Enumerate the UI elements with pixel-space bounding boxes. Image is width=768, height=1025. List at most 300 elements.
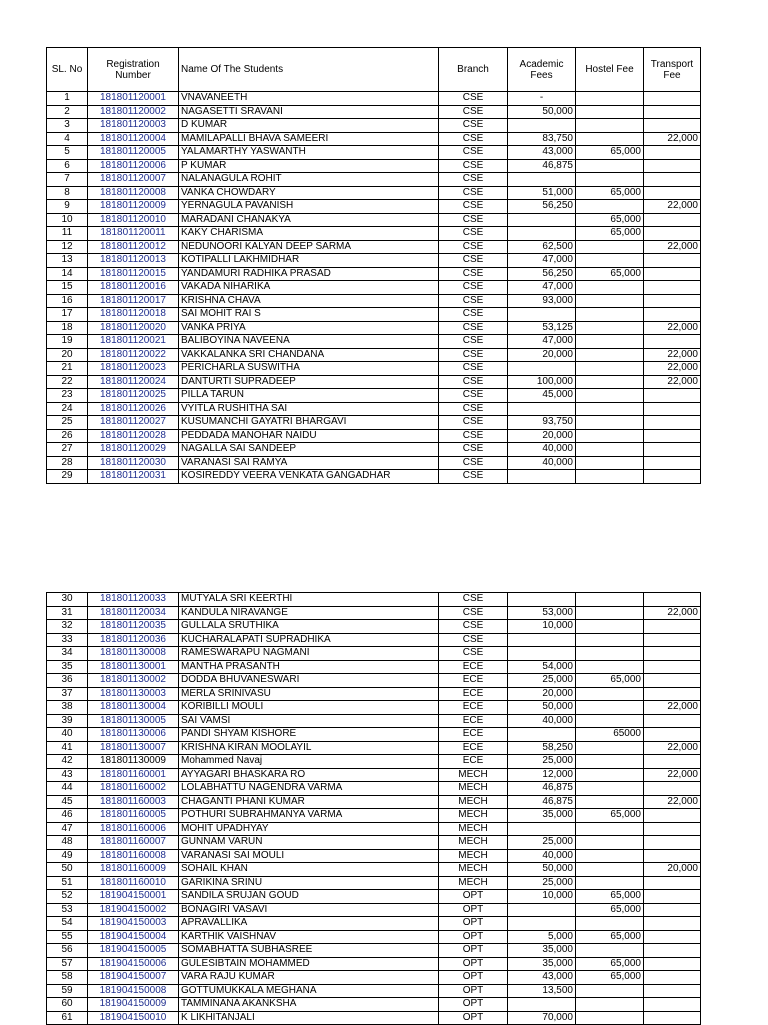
cell-student-name: NAGALLA SAI SANDEEP: [179, 443, 439, 457]
cell-registration-number: 181801160002: [88, 782, 179, 796]
cell-transport-fee: [644, 281, 701, 295]
cell-student-name: VAKADA NIHARIKA: [179, 281, 439, 295]
cell-academic-fees: 40,000: [508, 849, 576, 863]
cell-registration-number: 181801130001: [88, 660, 179, 674]
table-row: [47, 159, 701, 173]
cell-sl-no: 5: [47, 146, 88, 160]
table-row: [47, 456, 701, 470]
cell-registration-number: 181801120013: [88, 254, 179, 268]
cell-academic-fees: 46,875: [508, 795, 576, 809]
cell-transport-fee: 22,000: [644, 321, 701, 335]
cell-transport-fee: [644, 984, 701, 998]
cell-branch: CSE: [439, 105, 508, 119]
cell-student-name: DODDA BHUVANESWARI: [179, 674, 439, 688]
cell-sl-no: 49: [47, 849, 88, 863]
table-row: [47, 281, 701, 295]
cell-registration-number: 181801160005: [88, 809, 179, 823]
cell-branch: CSE: [439, 132, 508, 146]
cell-registration-number: 181801120033: [88, 593, 179, 607]
cell-student-name: AYYAGARI BHASKARA RO: [179, 768, 439, 782]
cell-student-name: RAMESWARAPU NAGMANI: [179, 647, 439, 661]
cell-registration-number: 181904150001: [88, 890, 179, 904]
cell-sl-no: 46: [47, 809, 88, 823]
cell-academic-fees: 47,000: [508, 281, 576, 295]
cell-sl-no: 37: [47, 687, 88, 701]
cell-academic-fees: [508, 903, 576, 917]
cell-academic-fees: 25,000: [508, 876, 576, 890]
cell-hostel-fee: [576, 335, 644, 349]
table-row: [47, 674, 701, 688]
table-row: [47, 470, 701, 484]
cell-registration-number: 181801120012: [88, 240, 179, 254]
cell-branch: OPT: [439, 917, 508, 931]
cell-registration-number: 181904150005: [88, 944, 179, 958]
cell-student-name: VANKA CHOWDARY: [179, 186, 439, 200]
cell-branch: OPT: [439, 984, 508, 998]
cell-academic-fees: 40,000: [508, 714, 576, 728]
table-row: [47, 132, 701, 146]
cell-hostel-fee: [576, 944, 644, 958]
cell-transport-fee: [644, 389, 701, 403]
cell-student-name: YALAMARTHY YASWANTH: [179, 146, 439, 160]
cell-branch: MECH: [439, 822, 508, 836]
header-sl-no: SL. No: [47, 48, 88, 92]
cell-transport-fee: [644, 470, 701, 484]
cell-transport-fee: [644, 890, 701, 904]
cell-registration-number: 181801160007: [88, 836, 179, 850]
cell-branch: MECH: [439, 809, 508, 823]
table-row: [47, 173, 701, 187]
cell-hostel-fee: [576, 281, 644, 295]
cell-branch: CSE: [439, 254, 508, 268]
cell-student-name: YANDAMURI RADHIKA PRASAD: [179, 267, 439, 281]
cell-sl-no: 47: [47, 822, 88, 836]
cell-registration-number: 181801120024: [88, 375, 179, 389]
cell-student-name: KORIBILLI MOULI: [179, 701, 439, 715]
cell-transport-fee: [644, 119, 701, 133]
cell-registration-number: 181801120001: [88, 92, 179, 106]
cell-registration-number: 181801120026: [88, 402, 179, 416]
cell-branch: CSE: [439, 362, 508, 376]
cell-sl-no: 35: [47, 660, 88, 674]
cell-hostel-fee: [576, 755, 644, 769]
cell-hostel-fee: [576, 159, 644, 173]
cell-academic-fees: 25,000: [508, 836, 576, 850]
fee-table-lower: [46, 592, 701, 1025]
table-row: [47, 1011, 701, 1025]
cell-student-name: KOSIREDDY VEERA VENKATA GANGADHAR: [179, 470, 439, 484]
cell-registration-number: 181801120023: [88, 362, 179, 376]
cell-hostel-fee: 65,000: [576, 227, 644, 241]
cell-sl-no: 55: [47, 930, 88, 944]
table-row: [47, 375, 701, 389]
cell-academic-fees: 62,500: [508, 240, 576, 254]
cell-academic-fees: 50,000: [508, 863, 576, 877]
cell-academic-fees: 20,000: [508, 687, 576, 701]
cell-sl-no: 60: [47, 998, 88, 1012]
table-row: [47, 944, 701, 958]
cell-hostel-fee: [576, 240, 644, 254]
cell-transport-fee: 22,000: [644, 375, 701, 389]
cell-branch: CSE: [439, 456, 508, 470]
cell-transport-fee: [644, 836, 701, 850]
cell-registration-number: 181801120009: [88, 200, 179, 214]
cell-branch: ECE: [439, 741, 508, 755]
cell-student-name: GUNNAM VARUN: [179, 836, 439, 850]
cell-registration-number: 181801120020: [88, 321, 179, 335]
cell-sl-no: 38: [47, 701, 88, 715]
cell-registration-number: 181904150003: [88, 917, 179, 931]
cell-transport-fee: [644, 416, 701, 430]
cell-academic-fees: 93,750: [508, 416, 576, 430]
cell-sl-no: 25: [47, 416, 88, 430]
table-row: [47, 714, 701, 728]
cell-branch: OPT: [439, 957, 508, 971]
cell-transport-fee: [644, 186, 701, 200]
table-row: [47, 240, 701, 254]
cell-student-name: D KUMAR: [179, 119, 439, 133]
cell-transport-fee: 22,000: [644, 362, 701, 376]
cell-transport-fee: [644, 903, 701, 917]
cell-student-name: NAGASETTI SRAVANI: [179, 105, 439, 119]
cell-branch: CSE: [439, 593, 508, 607]
cell-academic-fees: 51,000: [508, 186, 576, 200]
table-row: [47, 402, 701, 416]
cell-branch: OPT: [439, 998, 508, 1012]
cell-registration-number: 181801130006: [88, 728, 179, 742]
cell-academic-fees: 47,000: [508, 335, 576, 349]
table-row: [47, 429, 701, 443]
cell-transport-fee: 22,000: [644, 348, 701, 362]
cell-sl-no: 41: [47, 741, 88, 755]
cell-academic-fees: 13,500: [508, 984, 576, 998]
cell-academic-fees: [508, 647, 576, 661]
cell-hostel-fee: 65,000: [576, 267, 644, 281]
cell-registration-number: 181801120031: [88, 470, 179, 484]
cell-student-name: BALIBOYINA NAVEENA: [179, 335, 439, 349]
cell-sl-no: 29: [47, 470, 88, 484]
cell-hostel-fee: [576, 92, 644, 106]
cell-academic-fees: 25,000: [508, 674, 576, 688]
cell-transport-fee: [644, 849, 701, 863]
cell-branch: ECE: [439, 687, 508, 701]
cell-student-name: VAKKALANKA SRI CHANDANA: [179, 348, 439, 362]
cell-hostel-fee: [576, 1011, 644, 1025]
cell-student-name: KRISHNA KIRAN MOOLAYIL: [179, 741, 439, 755]
cell-student-name: GULESIBTAIN MOHAMMED: [179, 957, 439, 971]
cell-academic-fees: 56,250: [508, 200, 576, 214]
cell-student-name: KARTHIK VAISHNAV: [179, 930, 439, 944]
cell-branch: ECE: [439, 701, 508, 715]
table-row: [47, 863, 701, 877]
cell-academic-fees: [508, 308, 576, 322]
cell-academic-fees: 10,000: [508, 620, 576, 634]
cell-sl-no: 43: [47, 768, 88, 782]
cell-hostel-fee: [576, 173, 644, 187]
cell-branch: CSE: [439, 92, 508, 106]
cell-transport-fee: [644, 402, 701, 416]
table-row: [47, 308, 701, 322]
table-body-lower: [47, 593, 701, 1025]
cell-hostel-fee: 65,000: [576, 186, 644, 200]
cell-transport-fee: [644, 998, 701, 1012]
cell-student-name: MERLA SRINIVASU: [179, 687, 439, 701]
table-row: [47, 105, 701, 119]
cell-academic-fees: 100,000: [508, 375, 576, 389]
cell-branch: ECE: [439, 660, 508, 674]
cell-academic-fees: [508, 593, 576, 607]
cell-branch: CSE: [439, 416, 508, 430]
table-row: [47, 227, 701, 241]
cell-student-name: MANTHA PRASANTH: [179, 660, 439, 674]
table-row: [47, 930, 701, 944]
cell-transport-fee: [644, 620, 701, 634]
cell-transport-fee: [644, 159, 701, 173]
cell-registration-number: 181801120027: [88, 416, 179, 430]
cell-sl-no: 28: [47, 456, 88, 470]
cell-sl-no: 2: [47, 105, 88, 119]
cell-academic-fees: [508, 227, 576, 241]
cell-sl-no: 50: [47, 863, 88, 877]
cell-branch: CSE: [439, 402, 508, 416]
cell-branch: CSE: [439, 119, 508, 133]
cell-hostel-fee: [576, 321, 644, 335]
cell-registration-number: 181801120022: [88, 348, 179, 362]
cell-registration-number: 181801120003: [88, 119, 179, 133]
cell-registration-number: 181904150010: [88, 1011, 179, 1025]
table-row: [47, 186, 701, 200]
cell-hostel-fee: [576, 606, 644, 620]
cell-transport-fee: [644, 456, 701, 470]
cell-student-name: P KUMAR: [179, 159, 439, 173]
cell-branch: CSE: [439, 159, 508, 173]
cell-student-name: KUSUMANCHI GAYATRI BHARGAVI: [179, 416, 439, 430]
table-row: [47, 782, 701, 796]
cell-transport-fee: [644, 593, 701, 607]
table-row: [47, 416, 701, 430]
cell-student-name: POTHURI SUBRAHMANYA VARMA: [179, 809, 439, 823]
cell-registration-number: 181801120034: [88, 606, 179, 620]
cell-transport-fee: [644, 917, 701, 931]
cell-branch: MECH: [439, 876, 508, 890]
cell-student-name: SAI MOHIT RAI S: [179, 308, 439, 322]
cell-student-name: PEDDADA MANOHAR NAIDU: [179, 429, 439, 443]
cell-student-name: APRAVALLIKA: [179, 917, 439, 931]
table-row: [47, 294, 701, 308]
cell-transport-fee: [644, 822, 701, 836]
cell-transport-fee: [644, 687, 701, 701]
cell-registration-number: 181801160003: [88, 795, 179, 809]
cell-registration-number: 181801130002: [88, 674, 179, 688]
cell-sl-no: 48: [47, 836, 88, 850]
cell-registration-number: 181801120029: [88, 443, 179, 457]
cell-registration-number: 181801130004: [88, 701, 179, 715]
cell-registration-number: 181801130005: [88, 714, 179, 728]
cell-registration-number: 181801120004: [88, 132, 179, 146]
cell-registration-number: 181904150006: [88, 957, 179, 971]
cell-sl-no: 51: [47, 876, 88, 890]
header-hostel-fee: Hostel Fee: [576, 48, 644, 92]
cell-transport-fee: [644, 429, 701, 443]
cell-transport-fee: [644, 660, 701, 674]
cell-academic-fees: 10,000: [508, 890, 576, 904]
cell-student-name: MOHIT UPADHYAY: [179, 822, 439, 836]
table-row: [47, 876, 701, 890]
cell-transport-fee: [644, 647, 701, 661]
cell-academic-fees: 53,125: [508, 321, 576, 335]
cell-hostel-fee: [576, 200, 644, 214]
cell-transport-fee: [644, 173, 701, 187]
cell-academic-fees: 46,875: [508, 782, 576, 796]
cell-hostel-fee: [576, 795, 644, 809]
cell-academic-fees: 50,000: [508, 701, 576, 715]
cell-student-name: MARADANI CHANAKYA: [179, 213, 439, 227]
table-row: [47, 335, 701, 349]
cell-sl-no: 52: [47, 890, 88, 904]
cell-hostel-fee: [576, 917, 644, 931]
cell-sl-no: 54: [47, 917, 88, 931]
header-academic-fees: Academic Fees: [508, 48, 576, 92]
cell-sl-no: 7: [47, 173, 88, 187]
cell-branch: CSE: [439, 294, 508, 308]
cell-sl-no: 32: [47, 620, 88, 634]
table-row: [47, 146, 701, 160]
cell-sl-no: 4: [47, 132, 88, 146]
cell-academic-fees: 50,000: [508, 105, 576, 119]
table-row: [47, 92, 701, 106]
cell-branch: CSE: [439, 321, 508, 335]
cell-registration-number: 181801120008: [88, 186, 179, 200]
cell-branch: MECH: [439, 849, 508, 863]
cell-branch: OPT: [439, 1011, 508, 1025]
cell-academic-fees: 70,000: [508, 1011, 576, 1025]
cell-branch: ECE: [439, 714, 508, 728]
cell-academic-fees: 45,000: [508, 389, 576, 403]
cell-transport-fee: [644, 876, 701, 890]
table-row: [47, 389, 701, 403]
cell-branch: CSE: [439, 281, 508, 295]
cell-transport-fee: [644, 443, 701, 457]
cell-sl-no: 57: [47, 957, 88, 971]
cell-hostel-fee: [576, 984, 644, 998]
cell-hostel-fee: [576, 132, 644, 146]
cell-academic-fees: [508, 119, 576, 133]
cell-student-name: VARANASI SAI RAMYA: [179, 456, 439, 470]
cell-branch: MECH: [439, 795, 508, 809]
cell-hostel-fee: [576, 782, 644, 796]
cell-transport-fee: 22,000: [644, 200, 701, 214]
cell-transport-fee: [644, 105, 701, 119]
table-row: [47, 660, 701, 674]
cell-branch: CSE: [439, 186, 508, 200]
table-row: [47, 362, 701, 376]
cell-transport-fee: [644, 728, 701, 742]
cell-transport-fee: 22,000: [644, 768, 701, 782]
cell-hostel-fee: [576, 822, 644, 836]
cell-registration-number: 181801120018: [88, 308, 179, 322]
cell-sl-no: 26: [47, 429, 88, 443]
cell-academic-fees: [508, 998, 576, 1012]
cell-sl-no: 56: [47, 944, 88, 958]
cell-academic-fees: 20,000: [508, 429, 576, 443]
cell-hostel-fee: [576, 362, 644, 376]
cell-hostel-fee: [576, 254, 644, 268]
cell-sl-no: 3: [47, 119, 88, 133]
cell-sl-no: 42: [47, 755, 88, 769]
table-row: [47, 119, 701, 133]
table-row: [47, 321, 701, 335]
cell-hostel-fee: 65,000: [576, 674, 644, 688]
cell-branch: MECH: [439, 782, 508, 796]
cell-transport-fee: [644, 335, 701, 349]
cell-registration-number: 181904150009: [88, 998, 179, 1012]
cell-branch: CSE: [439, 389, 508, 403]
cell-sl-no: 1: [47, 92, 88, 106]
cell-student-name: KANDULA NIRAVANGE: [179, 606, 439, 620]
cell-transport-fee: [644, 213, 701, 227]
cell-hostel-fee: [576, 429, 644, 443]
cell-transport-fee: 22,000: [644, 795, 701, 809]
table-body-upper: [47, 92, 701, 484]
cell-transport-fee: [644, 714, 701, 728]
cell-student-name: SOHAIL KHAN: [179, 863, 439, 877]
cell-transport-fee: [644, 227, 701, 241]
cell-branch: CSE: [439, 308, 508, 322]
cell-hostel-fee: [576, 647, 644, 661]
cell-registration-number: 181801120016: [88, 281, 179, 295]
cell-hostel-fee: [576, 348, 644, 362]
cell-transport-fee: [644, 971, 701, 985]
cell-hostel-fee: [576, 701, 644, 715]
cell-branch: CSE: [439, 200, 508, 214]
cell-academic-fees: 12,000: [508, 768, 576, 782]
cell-registration-number: 181801120015: [88, 267, 179, 281]
cell-branch: CSE: [439, 647, 508, 661]
cell-branch: CSE: [439, 348, 508, 362]
cell-sl-no: 15: [47, 281, 88, 295]
cell-student-name: PERICHARLA SUSWITHA: [179, 362, 439, 376]
cell-academic-fees: -: [508, 92, 576, 106]
table-row: [47, 822, 701, 836]
cell-registration-number: 181904150008: [88, 984, 179, 998]
cell-sl-no: 19: [47, 335, 88, 349]
cell-branch: MECH: [439, 863, 508, 877]
cell-branch: CSE: [439, 470, 508, 484]
cell-student-name: Mohammed Navaj: [179, 755, 439, 769]
cell-sl-no: 44: [47, 782, 88, 796]
cell-transport-fee: [644, 146, 701, 160]
table-row: [47, 633, 701, 647]
cell-student-name: CHAGANTI PHANI KUMAR: [179, 795, 439, 809]
cell-registration-number: 181801120005: [88, 146, 179, 160]
cell-transport-fee: [644, 809, 701, 823]
cell-hostel-fee: 65,000: [576, 213, 644, 227]
cell-academic-fees: [508, 173, 576, 187]
cell-student-name: PILLA TARUN: [179, 389, 439, 403]
cell-branch: CSE: [439, 443, 508, 457]
cell-hostel-fee: 65,000: [576, 890, 644, 904]
cell-hostel-fee: [576, 402, 644, 416]
cell-academic-fees: 56,250: [508, 267, 576, 281]
cell-registration-number: 181801120035: [88, 620, 179, 634]
cell-sl-no: 21: [47, 362, 88, 376]
cell-student-name: VNAVANEETH: [179, 92, 439, 106]
cell-branch: CSE: [439, 335, 508, 349]
cell-transport-fee: 22,000: [644, 240, 701, 254]
table-row: [47, 606, 701, 620]
cell-transport-fee: [644, 92, 701, 106]
table-row: [47, 890, 701, 904]
